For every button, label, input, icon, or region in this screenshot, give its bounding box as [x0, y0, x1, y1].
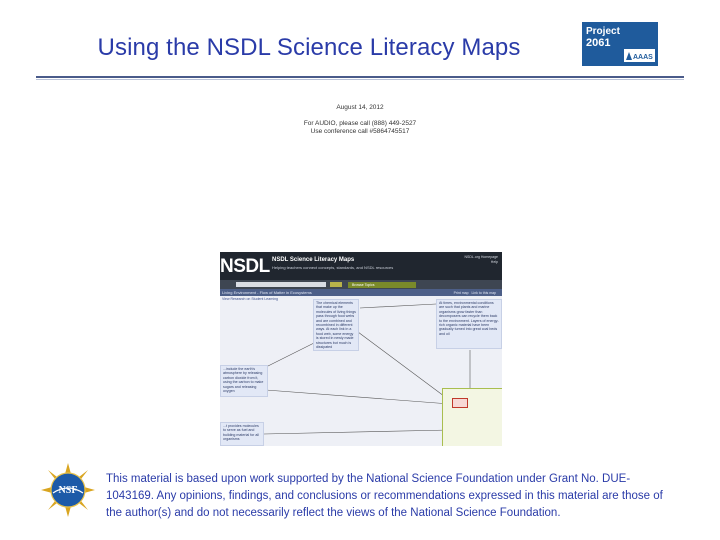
- nsf-seal: [40, 462, 96, 518]
- screenshot-home-link: NSDL.org Homepage: [464, 255, 498, 259]
- logo-org-text: AAAS: [633, 54, 653, 61]
- logo-project-text: Project: [586, 26, 620, 37]
- nsdl-logo-nsd: NSD: [220, 256, 259, 277]
- screenshot-print-link: Print map: [453, 290, 469, 295]
- title-divider: [36, 76, 684, 78]
- screenshot-help-link: Help: [490, 260, 498, 264]
- concept-card: At times, environmental conditions are such that plants and marine organisms grow faster than decomposers can recycle them back to the environment. Layers of energy-rich organic material have been gradually turned into great coal beds and oil: [436, 299, 502, 349]
- screenshot-site-title: NSDL Science Literacy Maps: [272, 257, 355, 263]
- connector-line: [264, 340, 320, 368]
- conference-call-line: Use conference call #5864745517: [310, 128, 410, 135]
- concept-card: The chemical elements that make up the molecules of living things pass through food webs and are combined and recombined in different ways. At each link in a food web, some energy is stored in newly made structures but much is dissipated: [313, 299, 359, 351]
- mini-map-panel: [442, 388, 502, 446]
- logo-number-text: 2061: [586, 37, 611, 49]
- nsf-seal-text: NSF: [58, 485, 78, 496]
- title-divider-shadow: [36, 79, 684, 80]
- screenshot-site-subtitle: Helping teachers connect concepts, standards, and NSDL resources: [272, 265, 394, 270]
- presentation-date: August 14, 2012: [336, 104, 384, 111]
- project-2061-logo: [582, 22, 658, 66]
- concept-card: ...t provides molecules to serve as fuel and building material for all organisms: [220, 422, 264, 446]
- mini-map-highlight: [452, 398, 468, 408]
- screenshot-breadcrumb: Living Environment - Flow of Matter in Ecosystems: [222, 289, 312, 295]
- concept-card: ...include the earth's atmosphere by releasing carbon dioxide from it, using the carbon to make sugars and releasing oxygen: [220, 365, 268, 397]
- screenshot-link-to-map: Link to this map: [471, 290, 496, 295]
- connector-line: [360, 304, 436, 308]
- connector-line: [266, 390, 450, 404]
- nsdl-screenshot: [220, 252, 502, 446]
- screenshot-research-link: View Research on Student Learning: [222, 297, 278, 301]
- nsdl-logo-l: L: [258, 256, 270, 277]
- screenshot-browse-topics: Browse Topics: [348, 282, 416, 288]
- slide-title: Using the NSDL Science Literacy Maps: [97, 34, 521, 61]
- audio-phone-line: For AUDIO, please call (888) 449-2527: [303, 120, 417, 127]
- connector-line: [264, 430, 450, 434]
- funding-disclaimer: This material is based upon work supported by the National Science Foundation under Grant No. DUE-1043169. Any opinions, findings, and conclusions or recommendations expressed in this material are those of the author(s) and do not necessarily reflect the views of the National Science Foundation.: [106, 473, 663, 519]
